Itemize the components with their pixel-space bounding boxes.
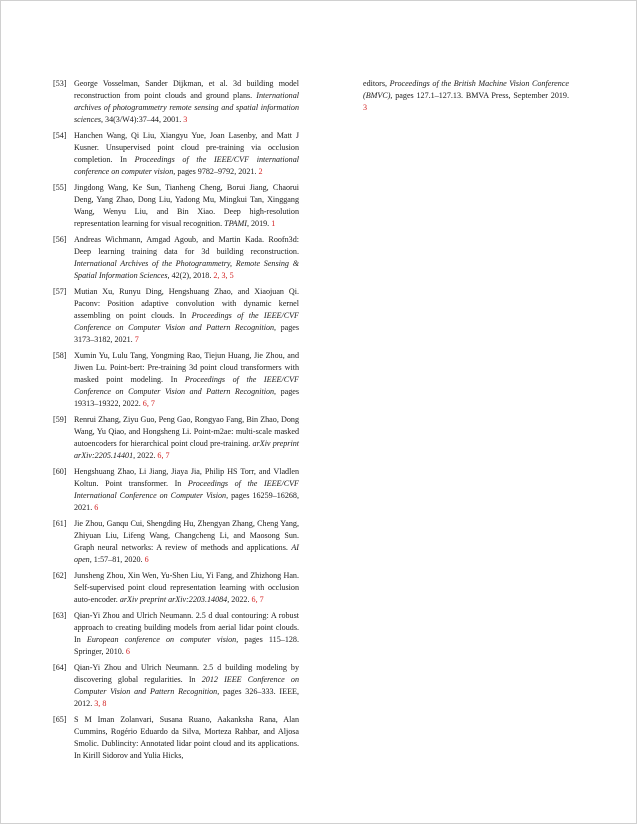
backref-link[interactable]: 2, 3, 5 <box>213 270 234 280</box>
reference-details: , pages 326–333. IEEE, 2012. <box>74 686 299 708</box>
reference-venue: TPAMI <box>224 218 247 228</box>
reference-number: [63] <box>53 611 67 621</box>
reference-entry <box>53 714 299 762</box>
reference-entry <box>53 234 299 282</box>
reference-number: [56] <box>53 235 67 245</box>
reference-text: George Vosselman, Sander Dijkman, et al. 3d building model reconstruction from point clouds and ground plans. <box>74 79 299 100</box>
backref-link[interactable]: 3 <box>363 102 368 112</box>
reference-entry <box>53 466 299 514</box>
reference-details: , pages 115–128. Springer, 2010. <box>74 634 299 656</box>
backref-link[interactable]: 6 <box>125 646 130 656</box>
reference-venue: arXiv preprint arXiv:2203.14084 <box>119 594 228 604</box>
reference-number: [59] <box>53 414 67 424</box>
backref-link[interactable]: 3 <box>183 114 188 124</box>
reference-text: Andreas Wichmann, Amgad Agoub, and Martin Kada. Roofn3d: Deep learning training data for 3d building reconstruction. <box>74 235 299 256</box>
reference-number: [57] <box>53 287 67 297</box>
reference-number: [61] <box>53 518 67 528</box>
backref-link[interactable]: 1 <box>271 218 276 228</box>
reference-entry <box>53 518 299 566</box>
reference-venue: Proceedings of the IEEE/CVF Conference on Computer Vision and Pattern Recognition <box>74 374 299 396</box>
reference-details: , pages 9782–9792, 2021. <box>173 166 259 176</box>
reference-entry <box>53 414 299 462</box>
references-right-column <box>342 78 569 118</box>
backref-link[interactable]: 6, 7 <box>157 450 170 460</box>
reference-entry <box>53 130 299 178</box>
reference-venue: arXiv preprint arXiv:2205.14401 <box>74 438 299 460</box>
reference-text: editors, <box>363 79 390 88</box>
backref-link[interactable]: 6 <box>94 502 99 512</box>
reference-number: [60] <box>53 466 67 476</box>
reference-details: , pages 127.1–127.13. BMVA Press, September 2019. <box>390 90 569 100</box>
reference-entry <box>53 610 299 658</box>
backref-link[interactable]: 3, 8 <box>94 698 107 708</box>
reference-number: [58] <box>53 350 67 360</box>
reference-venue: AI open <box>74 542 299 564</box>
reference-details: , pages 3173–3182, 2021. <box>74 322 299 344</box>
reference-entry <box>53 570 299 606</box>
reference-entry <box>342 78 569 114</box>
reference-venue: Proceedings of the IEEE/CVF Conference on Computer Vision and Pattern Recognition <box>74 310 299 332</box>
references-left-column <box>53 78 299 766</box>
reference-number: [55] <box>53 183 67 193</box>
reference-venue: International Archives of the Photogrammetry, Remote Sensing & Spatial Information Sciences <box>74 258 299 280</box>
reference-details: , 2022. <box>133 450 158 460</box>
backref-link[interactable]: 6, 7 <box>251 594 264 604</box>
reference-details: , 2022. <box>227 594 252 604</box>
backref-link[interactable]: 6, 7 <box>142 398 155 408</box>
reference-details: , 34(3/W4):37–44, 2001. <box>100 114 184 124</box>
reference-entry <box>53 78 299 126</box>
reference-text: Renrui Zhang, Ziyu Guo, Peng Gao, Rongyao Fang, Bin Zhao, Dong Wang, Yu Qiao, and Hongsheng Li. Point-m2ae: multi-scale masked autoencoders for hierarchical point cloud pre-training. <box>74 414 299 448</box>
reference-text: Xumin Yu, Lulu Tang, Yongming Rao, Tiejun Huang, Jie Zhou, and Jiwen Lu. Point-bert: Pre-training 3d point cloud transformers with masked point modeling. In <box>74 350 299 384</box>
reference-number: [54] <box>53 131 67 141</box>
reference-entry <box>53 662 299 710</box>
reference-venue: Proceedings of the IEEE/CVF international conference on computer vision <box>74 154 299 176</box>
reference-text: Hengshuang Zhao, Li Jiang, Jiaya Jia, Philip HS Torr, and Vladlen Koltun. Point transformer. In <box>74 466 299 488</box>
reference-text: Junsheng Zhou, Xin Wen, Yu-Shen Liu, Yi Fang, and Zhizhong Han. Self-supervised point cloud representation learning with occlusion auto-encoder. <box>74 570 299 604</box>
reference-entry <box>53 350 299 410</box>
reference-details: , pages 19313–19322, 2022. <box>74 386 299 408</box>
reference-details: , 2019. <box>246 218 272 228</box>
reference-venue: Proceedings of the British Machine Vision Conference (BMVC) <box>363 79 569 100</box>
reference-text: Mutian Xu, Runyu Ding, Hengshuang Zhao, and Xiaojuan Qi. Paconv: Position adaptive convolution with dynamic kernel assembling on point clouds. In <box>74 287 299 320</box>
reference-venue: International archives of photogrammetry remote sensing and spatial information sciences <box>74 90 299 124</box>
reference-details: , 1:57–81, 2020. <box>89 554 145 564</box>
reference-number: [65] <box>53 715 67 725</box>
backref-link[interactable]: 2 <box>258 166 263 176</box>
reference-entry <box>53 182 299 230</box>
reference-details: , pages 16259–16268, 2021. <box>74 490 299 512</box>
reference-details: , 42(2), 2018. <box>167 270 214 280</box>
backref-link[interactable]: 7 <box>134 334 139 344</box>
reference-number: [62] <box>53 570 67 580</box>
reference-text: Qian-Yi Zhou and Ulrich Neumann. 2.5 d dual contouring: A robust approach to creating building models from aerial lidar point clouds. In <box>74 611 299 644</box>
reference-venue: European conference on computer vision <box>86 634 237 644</box>
reference-venue: Proceedings of the IEEE/CVF International Conference on Computer Vision <box>74 478 300 500</box>
reference-text: Jie Zhou, Ganqu Cui, Shengding Hu, Zhengyan Zhang, Cheng Yang, Zhiyuan Liu, Lifeng Wang, Changcheng Li, and Maosong Sun. Graph neural networks: A review of methods and applications. <box>74 518 299 552</box>
reference-number: [53] <box>53 79 67 88</box>
reference-text: Hanchen Wang, Qi Liu, Xiangyu Yue, Joan Lasenby, and Matt J Kusner. Unsupervised point cloud pre-training via occlusion completion. In <box>74 131 299 164</box>
reference-text: S M Iman Zolanvari, Susana Ruano, Aakanksha Rana, Alan Cummins, Rogério Eduardo da Silva, Morteza Rahbar, and Aljosa Smolic. Dublincity: Annotated lidar point cloud and its applications. In Kirill Sidorov and Yulia Hicks, <box>74 715 299 760</box>
reference-text: Jingdong Wang, Ke Sun, Tianheng Cheng, Borui Jiang, Chaorui Deng, Yang Zhao, Dong Liu, Yadong Mu, Mingkui Tan, Xinggang Wang, Wenyu Liu, and Bin Xiao. Deep high-resolution representation learning for visual recognition. <box>74 183 299 228</box>
reference-venue: 2012 IEEE Conference on Computer Vision and Pattern Recognition <box>74 674 299 696</box>
reference-entry <box>53 286 299 346</box>
backref-link[interactable]: 6 <box>144 554 149 564</box>
reference-text: Qian-Yi Zhou and Ulrich Neumann. 2.5 d building modeling by discovering global regularities. In <box>74 663 299 684</box>
reference-number: [64] <box>53 663 67 673</box>
